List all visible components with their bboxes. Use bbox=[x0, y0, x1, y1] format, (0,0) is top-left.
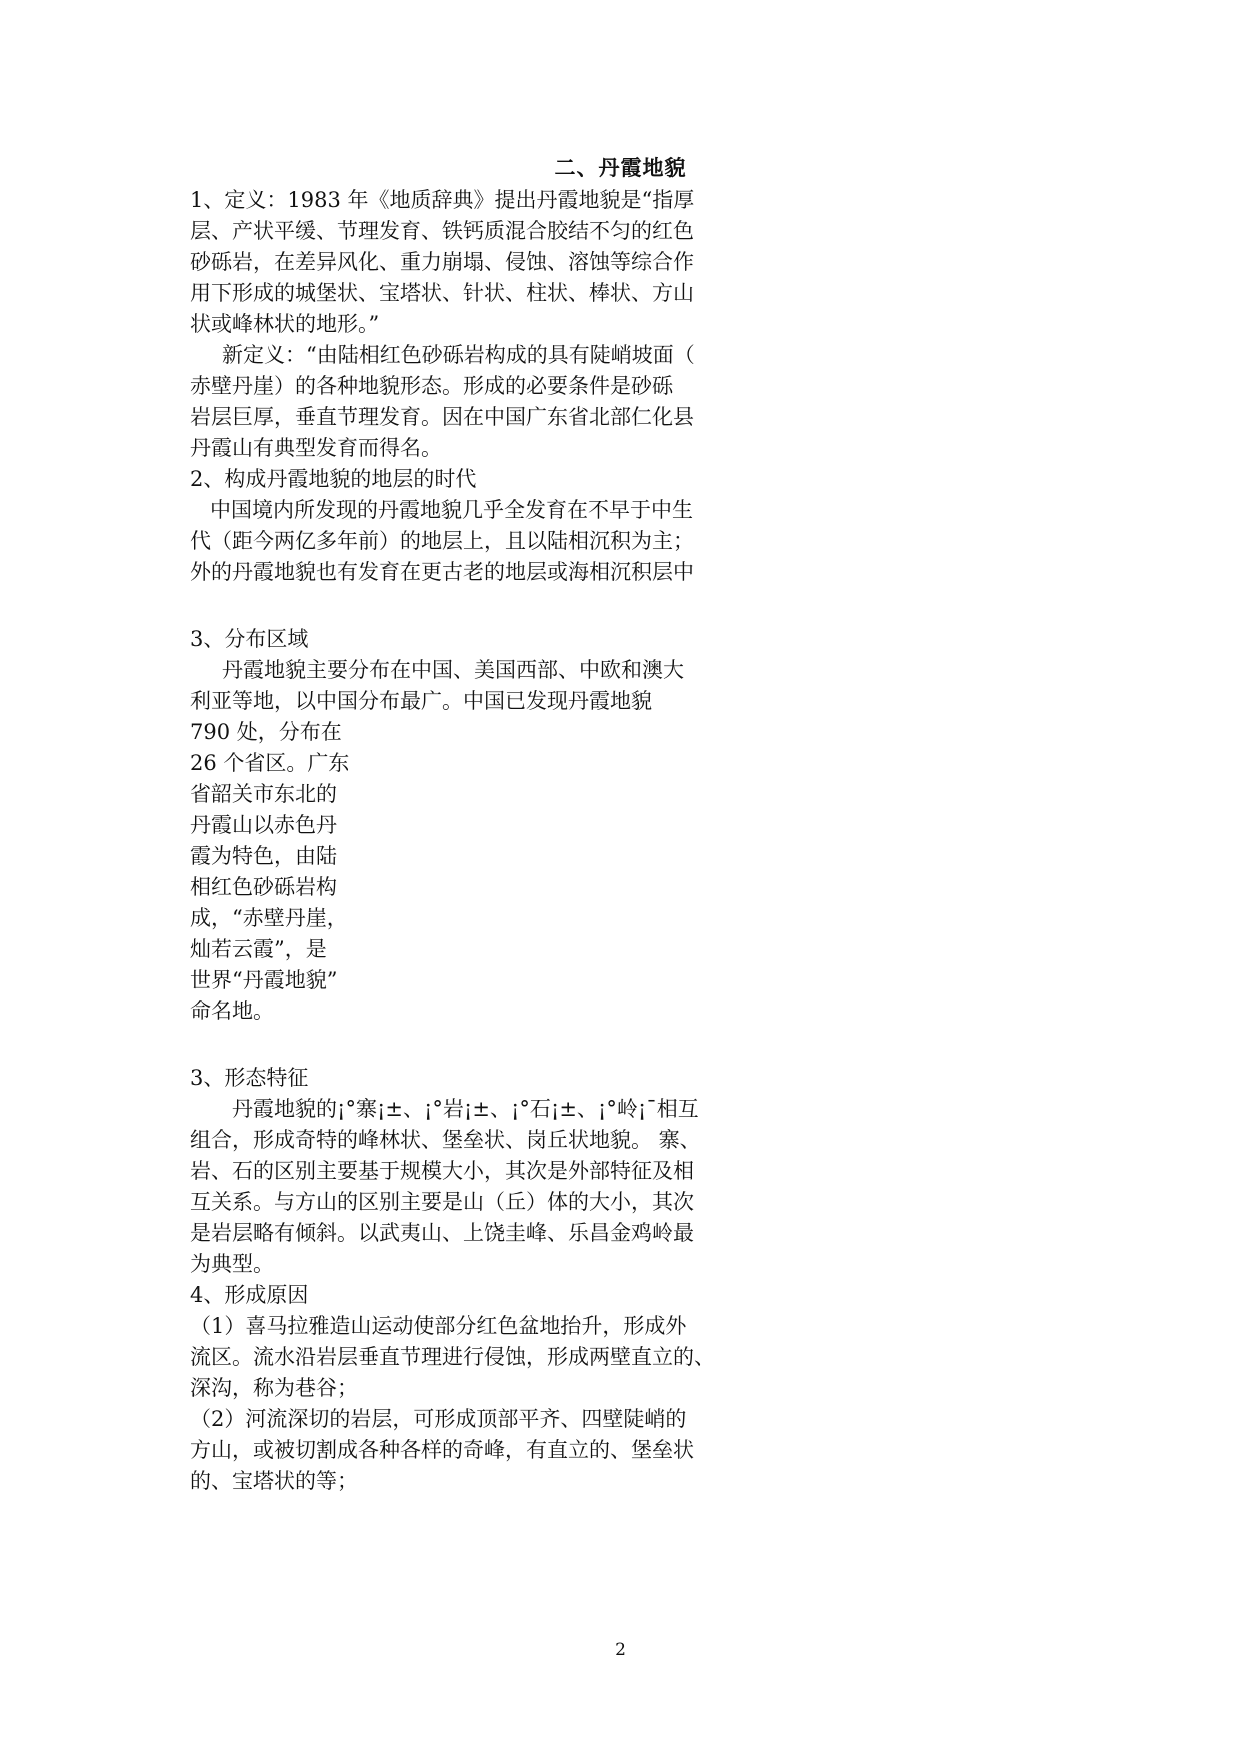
text-line: 岩、石的区别主要基于规模大小，其次是外部特征及相 bbox=[190, 1159, 694, 1183]
text-line: 深沟，称为巷谷； bbox=[190, 1376, 358, 1400]
page-number: 2 bbox=[615, 1640, 626, 1660]
text-line: 的、宝塔状的等； bbox=[190, 1469, 358, 1493]
text-line: 省韶关市东北的 bbox=[190, 782, 337, 806]
text-line: 代（距今两亿多年前）的地层上，且以陆相沉积为主； bbox=[190, 529, 694, 553]
text-line: 为典型。 bbox=[190, 1252, 274, 1276]
text-line: （2）河流深切的岩层，可形成顶部平齐、四壁陡峭的 bbox=[190, 1407, 687, 1431]
section-title: 二、丹霞地貌 bbox=[554, 155, 687, 180]
text-line: 状或峰林状的地形。” bbox=[190, 312, 380, 336]
text-line: 丹霞山有典型发育而得名。 bbox=[190, 436, 442, 460]
text-line: （1）喜马拉雅造山运动使部分红色盆地抬升，形成外 bbox=[190, 1314, 687, 1338]
text-line: 世界“丹霞地貌” bbox=[190, 968, 338, 992]
text-line: 790 处，分布在 bbox=[190, 720, 342, 744]
text-line: 方山，或被切割成各种各样的奇峰，有直立的、堡垒状 bbox=[190, 1438, 694, 1462]
text-line: 灿若云霞”，是 bbox=[190, 937, 327, 961]
text-line: 4、形成原因 bbox=[190, 1283, 309, 1307]
text-line: 是岩层略有倾斜。以武夷山、上饶圭峰、乐昌金鸡岭最 bbox=[190, 1221, 694, 1245]
text-line: 流区。流水沿岩层垂直节理进行侵蚀，形成两壁直立的、 bbox=[190, 1345, 715, 1369]
text-line: 3、分布区域 bbox=[190, 627, 309, 651]
text-line: 丹霞地貌的¡°寨¡±、¡°岩¡±、¡°石¡±、¡°岭¡¯相互 bbox=[232, 1097, 699, 1121]
text-line: 中国境内所发现的丹霞地貌几乎全发育在不早于中生 bbox=[210, 498, 693, 522]
text-line: 利亚等地，以中国分布最广。中国已发现丹霞地貌 bbox=[190, 689, 652, 713]
text-line: 砂砾岩，在差异风化、重力崩塌、侵蚀、溶蚀等综合作 bbox=[190, 250, 694, 274]
text-line: 命名地。 bbox=[190, 999, 274, 1023]
text-line: 相红色砂砾岩构 bbox=[190, 875, 337, 899]
text-line: 赤壁丹崖）的各种地貌形态。形成的必要条件是砂砾 bbox=[190, 374, 673, 398]
text-line: 成，“赤壁丹崖， bbox=[190, 906, 348, 930]
text-line: 外的丹霞地貌也有发育在更古老的地层或海相沉积层中 bbox=[190, 560, 694, 584]
text-line: 互关系。与方山的区别主要是山（丘）体的大小，其次 bbox=[190, 1190, 694, 1214]
text-line: 丹霞地貌主要分布在中国、美国西部、中欧和澳大 bbox=[222, 658, 684, 682]
text-line: 2、构成丹霞地貌的地层的时代 bbox=[190, 467, 477, 491]
text-line: 层、产状平缓、节理发育、铁钙质混合胶结不匀的红色 bbox=[190, 219, 694, 243]
text-line: 用下形成的城堡状、宝塔状、针状、柱状、棒状、方山 bbox=[190, 281, 694, 305]
text-line: 丹霞山以赤色丹 bbox=[190, 813, 337, 837]
text-line: 组合，形成奇特的峰林状、堡垒状、岗丘状地貌。 寨、 bbox=[190, 1128, 701, 1152]
text-line: 1、定义：1983 年《地质辞典》提出丹霞地貌是“指厚 bbox=[190, 188, 695, 212]
text-line: 3、形态特征 bbox=[190, 1066, 309, 1090]
text-line: 霞为特色，由陆 bbox=[190, 844, 337, 868]
text-line: 新定义：“由陆相红色砂砾岩构成的具有陡峭坡面（ bbox=[222, 343, 695, 367]
text-line: 岩层巨厚，垂直节理发育。因在中国广东省北部仁化县 bbox=[190, 405, 694, 429]
text-line: 26 个省区。广东 bbox=[190, 751, 350, 775]
